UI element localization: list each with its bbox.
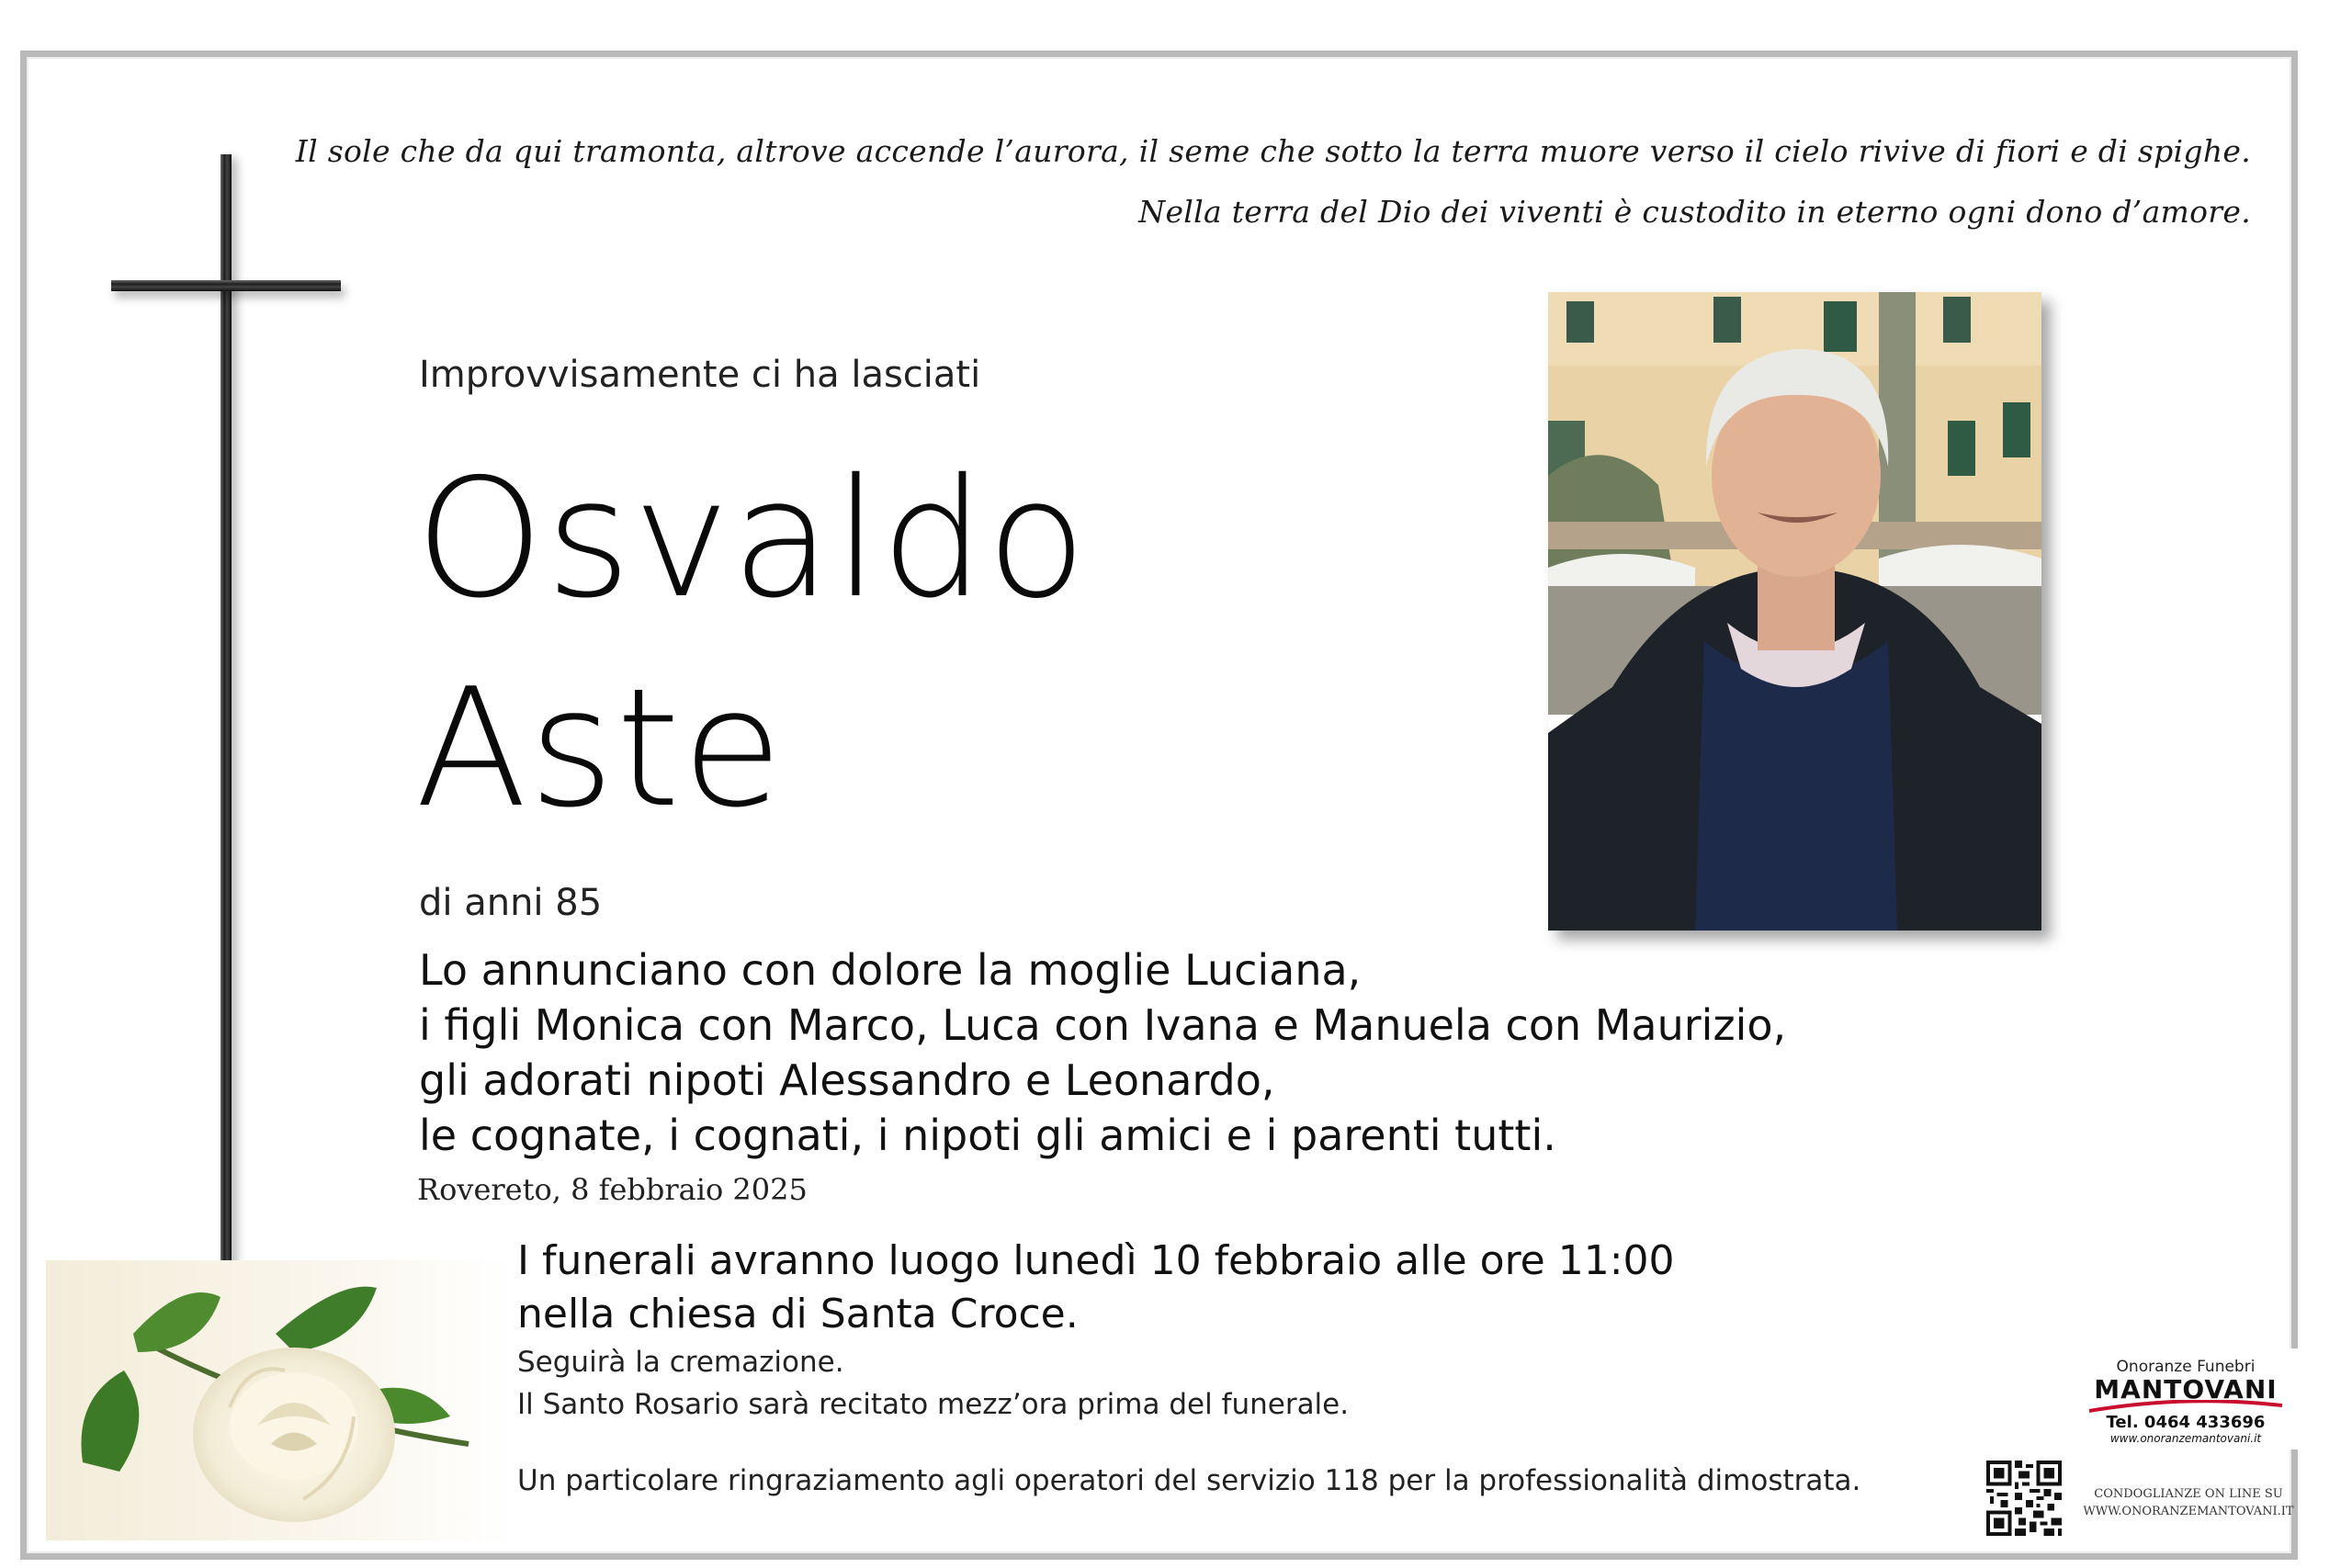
agency-logo bbox=[2072, 1348, 2300, 1450]
qr-code-icon[interactable] bbox=[1986, 1461, 2062, 1536]
announcement bbox=[419, 942, 1786, 1163]
deceased-first-name: Osvaldo bbox=[415, 444, 1089, 634]
rosary-note: Il Santo Rosario sarà recitato mezz’ora prima del funerale. bbox=[517, 1388, 1350, 1421]
agency-website: www.onoranzemantovani.it bbox=[2109, 1432, 2262, 1445]
cross-icon-horizontal bbox=[111, 280, 341, 291]
announcement-line: gli adorati nipoti Alessandro e Leonardo, bbox=[419, 1055, 1275, 1105]
thanks-note: Un particolare ringraziamento agli operatori del servizio 118 per la professionalità dimostrata. bbox=[517, 1464, 1861, 1497]
funeral-line-1: I funerali avranno luogo lunedì 10 febbraio alle ore 11:00 bbox=[517, 1237, 1675, 1284]
agency-name: MANTOVANI bbox=[2094, 1374, 2278, 1404]
condolences-line-1: CONDOGLIANZE ON LINE SU bbox=[2094, 1487, 2283, 1501]
funeral-details bbox=[517, 1235, 1675, 1426]
announcement-line: Lo annunciano con dolore la moglie Luciana, bbox=[419, 945, 1362, 995]
agency-tagline: Onoranze Funebri bbox=[2116, 1358, 2256, 1376]
announcement-line: le cognate, i cognati, i nipoti gli amici e i parenti tutti. bbox=[419, 1111, 1556, 1160]
condolences-line-2[interactable]: WWW.ONORANZEMANTOVANI.IT bbox=[2083, 1505, 2294, 1518]
online-condolences bbox=[2078, 1485, 2299, 1520]
quote-line-2: Nella terra del Dio dei viventi è custodito in eterno ogni dono d’amore. bbox=[1138, 194, 2251, 230]
deceased-age: di anni 85 bbox=[419, 882, 603, 924]
intro-text: Improvvisamente ci ha lasciati bbox=[419, 354, 981, 396]
funeral-line-2: nella chiesa di Santa Croce. bbox=[517, 1291, 1079, 1337]
portrait-photo bbox=[1548, 292, 2041, 931]
deceased-last-name: Aste bbox=[415, 653, 785, 843]
agency-phone: Tel. 0464 433696 bbox=[2106, 1413, 2266, 1432]
epigraph-quote bbox=[296, 121, 2251, 243]
cross-icon-vertical bbox=[220, 154, 232, 1303]
place-date: Rovereto, 8 febbraio 2025 bbox=[417, 1172, 808, 1207]
white-rose-illustration bbox=[46, 1260, 514, 1540]
quote-line-1: Il sole che da qui tramonta, altrove accende l’aurora, il seme che sotto la terra muore verso il cielo rivive di fiori e di spighe. bbox=[295, 133, 2251, 169]
announcement-line: i figli Monica con Marco, Luca con Ivana e Manuela con Maurizio, bbox=[419, 1000, 1787, 1050]
cremation-note: Seguirà la cremazione. bbox=[517, 1346, 844, 1379]
